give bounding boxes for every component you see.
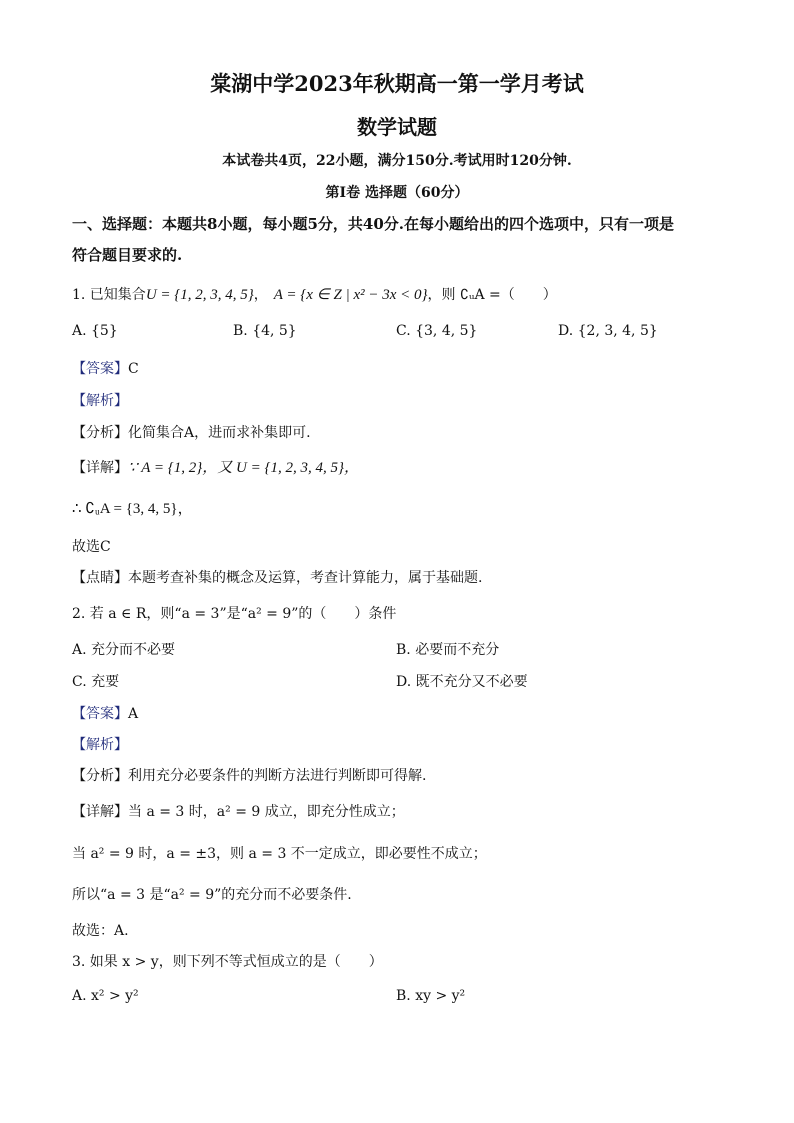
part-title: 第I卷 选择题（60分） bbox=[325, 185, 469, 201]
question-1-prefix: 1. 已知集合 bbox=[72, 287, 146, 303]
fenxi-text: 化简集合A，进而求补集即可. bbox=[128, 425, 311, 441]
comment-text: 本题考查补集的概念及运算，考查计算能力，属于基础题. bbox=[128, 570, 483, 586]
option-b: B. 必要而不充分 bbox=[396, 642, 500, 658]
question-1-suffix: ，则 ∁ᵤA =（ ） bbox=[427, 287, 557, 303]
answer-tag: 【答案】 bbox=[72, 706, 128, 722]
exam-instructions: 本试卷共4页，22小题，满分150分.考试用时120分钟. bbox=[222, 153, 572, 169]
option-d: D. {2, 3, 4, 5} bbox=[558, 323, 658, 339]
option-b: B. xy > y² bbox=[396, 988, 466, 1004]
fenxi-tag: 【分析】 bbox=[72, 768, 128, 784]
option-b: B. {4, 5} bbox=[233, 323, 297, 339]
comma: ， bbox=[253, 287, 268, 303]
detail-line-1 bbox=[72, 456, 359, 477]
option-a: A. 充分而不必要 bbox=[72, 642, 176, 658]
answer-value: A bbox=[128, 706, 139, 722]
fenxi-line bbox=[72, 422, 311, 442]
detail-tag: 【详解】 bbox=[72, 804, 128, 820]
fenxi-tag: 【分析】 bbox=[72, 425, 128, 441]
analysis-tag: 【解析】 bbox=[72, 737, 128, 753]
option-a: A. x² > y² bbox=[72, 988, 139, 1004]
choose-line: 故选C bbox=[72, 539, 111, 555]
set-a: A = {x ∈ Z | x² − 3x < 0} bbox=[273, 287, 428, 303]
section-heading-line2: 符合题目要求的. bbox=[72, 246, 183, 264]
option-d: D. 既不充分又不必要 bbox=[396, 674, 528, 690]
option-a: A. {5} bbox=[72, 323, 118, 339]
choose-line: 故选：A. bbox=[72, 923, 129, 939]
detail-text: ∵ A = {1, 2}，又 U = {1, 2, 3, 4, 5}， bbox=[128, 460, 360, 476]
detail-text: 当 a = 3 时，a² = 9 成立，即充分性成立； bbox=[128, 804, 405, 820]
option-c: C. {3, 4, 5} bbox=[396, 323, 478, 339]
detail-line-1 bbox=[72, 801, 405, 821]
detail-line-2: 当 a² = 9 时，a = ±3，则 a = 3 不一定成立，即必要性不成立； bbox=[72, 846, 487, 862]
answer-value: C bbox=[128, 361, 139, 377]
subject-title: 数学试题 bbox=[357, 115, 437, 139]
detail-line-2: ∴ ∁ᵤA = {3, 4, 5}， bbox=[72, 501, 193, 517]
fenxi-line bbox=[72, 765, 426, 785]
option-c: C. 充要 bbox=[72, 674, 120, 690]
answer-line bbox=[72, 703, 138, 723]
exam-title: 棠湖中学2023年秋期高一第一学月考试 bbox=[210, 71, 584, 96]
question-1-stem bbox=[72, 284, 557, 304]
detail-line-3: 所以“a = 3 是“a² = 9”的充分而不必要条件. bbox=[72, 887, 352, 903]
comment-line bbox=[72, 567, 482, 587]
analysis-tag: 【解析】 bbox=[72, 393, 128, 409]
fenxi-text: 利用充分必要条件的判断方法进行判断即可得解. bbox=[128, 768, 427, 784]
answer-tag: 【答案】 bbox=[72, 361, 128, 377]
answer-line bbox=[72, 358, 139, 378]
set-u: U = {1, 2, 3, 4, 5} bbox=[145, 287, 254, 303]
comment-tag: 【点睛】 bbox=[72, 570, 128, 586]
question-2-stem: 2. 若 a ∈ R，则“a = 3”是“a² = 9”的（ ）条件 bbox=[72, 606, 397, 622]
section-heading-line1: 一、选择题：本题共8小题，每小题5分，共40分.在每小题给出的四个选项中，只有一项是 bbox=[72, 215, 674, 233]
question-3-stem: 3. 如果 x > y，则下列不等式恒成立的是（ ） bbox=[72, 954, 383, 970]
detail-tag: 【详解】 bbox=[72, 460, 128, 476]
